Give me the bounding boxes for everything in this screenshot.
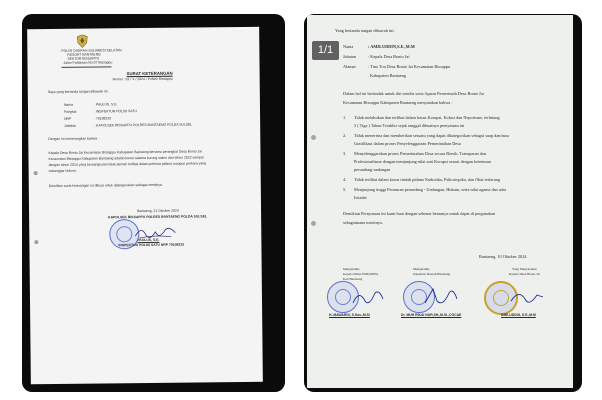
body-line: Kecamatan Bissappu Kabupaten Bantaeng adalah benar selama kurung waktu dari tahun 2022 sampai	[48, 155, 204, 162]
header-line: POLISI DAERAH SULAWESI SELATAN	[61, 48, 122, 53]
point-number: 5.	[343, 187, 347, 192]
header-line: Jalan Pahlawan No.07 Bissappu	[63, 60, 113, 65]
intro-paragraph: Dalam hal ini bertindak untuk diri sendiri serta Aparat Pemerintah Desa Bonto Jai	[343, 91, 484, 96]
intro-text: Saya yang bertanda tangan dibawah ini :	[47, 89, 110, 95]
place-date: Bantaeng, 21 Oktober 2024	[137, 208, 179, 214]
punch-hole	[311, 135, 316, 140]
field-value: : Tino Tou Desa Bonto Jai Kecamatan Bissappu	[368, 64, 451, 69]
point-number: 3.	[343, 151, 347, 156]
punch-hole	[34, 171, 38, 175]
intro-text: Yang bertanda tangan dibawah ini,	[335, 28, 395, 33]
punch-hole	[34, 240, 38, 244]
signature-icon	[351, 287, 385, 309]
field-value: : INSPEKTUR POLISI SATU	[93, 109, 137, 114]
signer-name: H. MAWARDI, S.Sos.,M.Si	[329, 313, 370, 317]
field-value: Kabupaten Bantaeng	[370, 73, 406, 78]
point-number: 4.	[343, 177, 347, 182]
header-divider	[62, 66, 112, 67]
body-line: melanggar hukum.	[48, 168, 77, 174]
point-line: Tidak terlibat dalam kasus tindak pidana Narkotika, Psikotropika, dan Obat terlarang	[354, 177, 500, 182]
signer-name: Dr. MUH RIKAI NUR,SH.,M.Si.,CGCAE	[401, 313, 462, 317]
field-label: Jabatan	[343, 54, 356, 59]
closing-text: Demikian Pernyataan ini kami buat dengan sebenar benarnya untuk dapat di pergunakan	[343, 211, 496, 216]
left-document-photo	[22, 14, 285, 392]
village-statement-page	[307, 15, 573, 388]
police-crest-icon	[76, 35, 88, 48]
field-value: : PAULUS, S.E.	[93, 102, 118, 107]
point-number: 2.	[343, 133, 347, 138]
closing-text: sebagaimana mestinya.	[343, 220, 383, 225]
point-line: Tidak melakukan dan terlibat dalam kasus Korupsi, Kolusi dan Nepotisme, terhitung	[354, 115, 500, 120]
field-value: : AMILUDDIN,S.E.,M.M	[368, 44, 415, 49]
signer-role: Mengetahui,	[413, 267, 431, 271]
point-line: Menjunjung tinggi Peraturan perundang - Undangan, Hukum, serta nilai agama dan adat	[354, 187, 506, 192]
page-indicator: 1/1	[312, 41, 339, 60]
signer-name: AMILUDDIN, S.E.,M.M	[501, 313, 536, 317]
signer-role: Kab Bantaeng	[343, 277, 363, 281]
field-label: Nama	[63, 102, 74, 107]
point-line: Gratifikasi dalam proses Penyelenggaraan Pemerintahan Desa	[354, 141, 461, 146]
field-value: : 79108233	[94, 116, 112, 121]
point-line: Tidak menerima dan memberikan sesuatu yang dapat dikategorikan sebagai suap dan/atau	[354, 133, 509, 138]
field-label: Pangkat	[63, 109, 77, 114]
signatory-rank: INSPEKTUR POLISI SATU NRP 79108233	[118, 242, 185, 248]
point-line: 3 ( Tiga ) Tahun Terakhir sejak tanggal dibuatnya pernyataan ini	[354, 123, 465, 128]
point-line: Profesionalisme dengan menjunjung nilai anti Korupsi sesuai dengan ketentuan	[354, 159, 491, 164]
field-value: : KAPOLSEK BISSAPPU POLRES BANTAENG POLDA SULSEL	[94, 122, 193, 128]
point-line: Istiadat	[354, 195, 367, 200]
document-number: Nomor : 01 / X / 2024 / Polsek Bissappu	[112, 76, 173, 82]
header-line: RESORT BANTAENG	[67, 52, 101, 57]
police-certificate-page	[27, 27, 263, 384]
field-label: Jabatan	[64, 123, 77, 128]
intro-paragraph: Kecamatan Bissappu Kabupaten Bantaeng menyatakan bahwa :	[343, 100, 453, 105]
closing-text: Demikian surat keterangan ini dibuat untuk dipergunakan sebagai mestinya.	[48, 182, 163, 189]
point-number: 1.	[343, 115, 347, 120]
signature-icon	[423, 285, 459, 309]
signatory-title: KAPOLSEK BISSAPPU POLRES BANTAENG POLDA SULSEL	[108, 214, 208, 220]
punch-hole	[311, 221, 316, 226]
signer-role: Yang Menyatakan	[512, 267, 537, 271]
signature-icon	[509, 287, 545, 309]
body-line: dengan tahun 2024 yang bersangkutan tidak pernah terlibat dalam perkara pidana maupun perkara yang	[48, 161, 206, 168]
signer-role: Mengetahui,	[343, 267, 361, 271]
statement-intro: Dengan ini menerangkan bahwa :	[48, 136, 100, 142]
body-line: Kepala Desa Bonto Jai Kecamatan Bissappu Kabupaten Bantaeng benama perangkat Desa Bonto Jai	[48, 149, 202, 156]
point-line: Menyelenggarakan proses Pemerintahan Desa secara Bersih, Transparan dan	[354, 151, 486, 156]
signatory-name: PAULUS, S.E.	[137, 237, 160, 243]
right-document-photo	[304, 14, 582, 392]
field-label: NRP	[64, 116, 72, 121]
point-line: perundang-undangan	[354, 167, 391, 172]
field-value: : Kepala Desa Bonto Jai	[368, 54, 410, 59]
place-date: Bantaeng, 10 Oktober 2024	[479, 254, 527, 259]
signer-role: Kepala Dinas PMD,PPPA	[343, 272, 379, 276]
signer-role: Inspektur Daerah Bantaeng	[413, 272, 451, 276]
field-label: Nama	[343, 44, 354, 49]
field-label: Alamat	[343, 64, 356, 69]
header-line: SEKTOR BISSAPPU	[67, 56, 100, 61]
signer-role: Kepala Desa Bonto Jai	[509, 272, 540, 276]
document-title: SURAT KETERANGAN	[126, 70, 173, 77]
